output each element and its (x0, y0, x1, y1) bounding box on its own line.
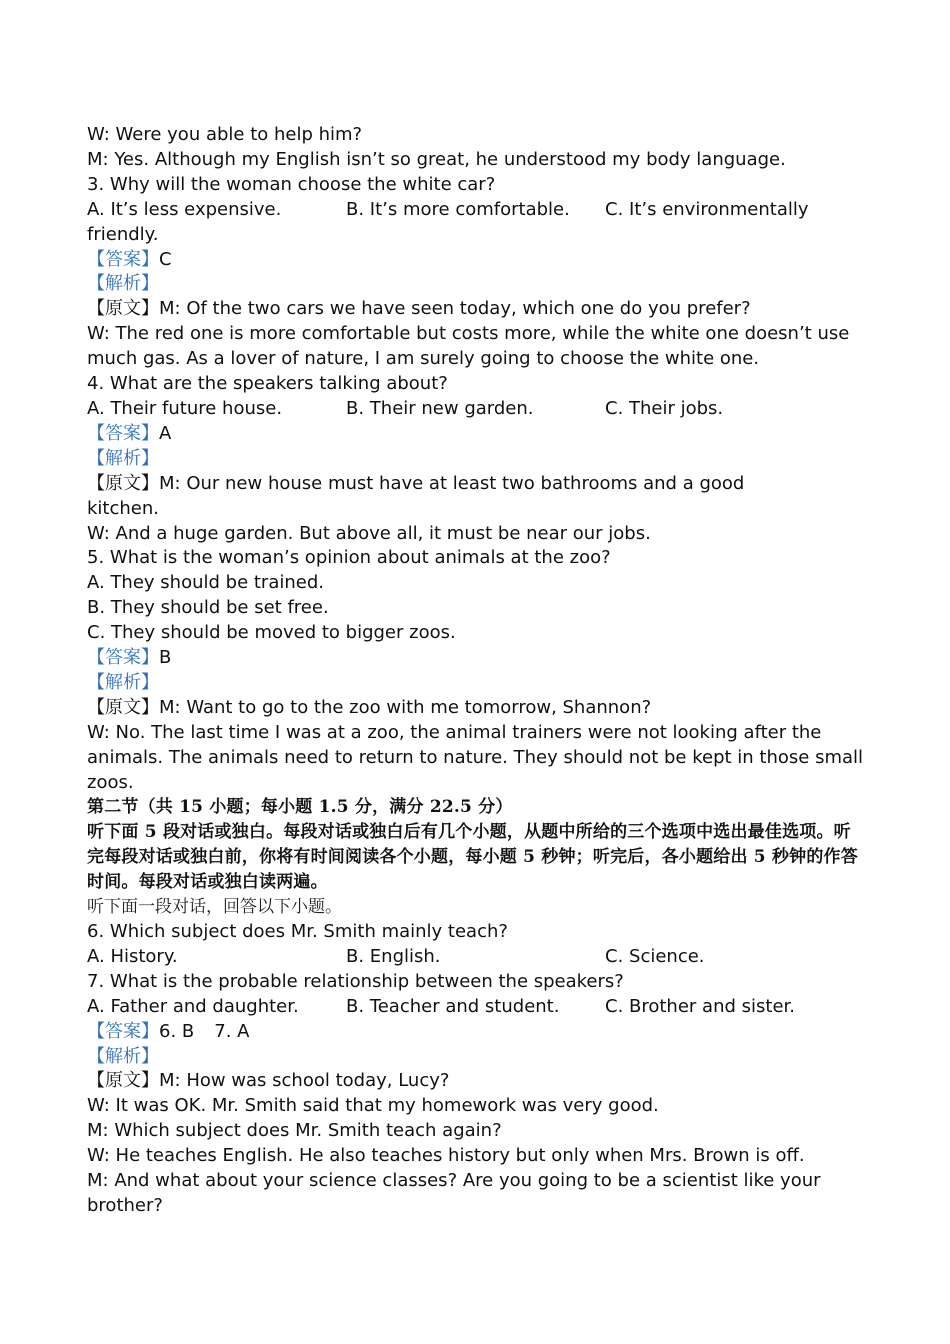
answer-tag: 【答案】 (87, 422, 159, 444)
option-b: B. They should be set free. (87, 597, 329, 619)
transcript-line: W: And a huge garden. But above all, it must be near our jobs. (87, 522, 651, 544)
option-a: A. History. (87, 945, 178, 967)
analysis-line (87, 272, 867, 297)
option-b: B. Their new garden. (346, 397, 534, 419)
analysis-tag: 【解析】 (87, 671, 159, 693)
option-a: A. It’s less expensive. (87, 198, 282, 220)
transcript-line: M: And what about your science classes? Are you going to be a scientist like your brother? (87, 1170, 821, 1216)
question-6: 6. Which subject does Mr. Smith mainly teach? (87, 921, 508, 942)
transcript-line: M: Yes. Although my English isn’t so great, he understood my body language. (87, 148, 786, 170)
section-instructions: 听下面 5 段对话或独白。每段对话或独白后有几个小题，从题中所给的三个选项中选出最佳选项。听完每段对话或独白前，你将有时间阅读各个小题，每小题 5 秒钟；听完后，各小题给出 5 秒钟的作答时间。每段对话或独白读两遍。 (87, 822, 858, 893)
option-c: C. It’s environmentally friendly. (87, 198, 809, 245)
option-c: C. Brother and sister. (605, 995, 795, 1017)
analysis-tag: 【解析】 (87, 273, 159, 295)
original-tag: 【原文】 (87, 1070, 159, 1092)
section-title: 第二节（共 15 小题；每小题 1.5 分，满分 22.5 分） (87, 797, 513, 818)
answer-tag: 【答案】 (87, 248, 159, 270)
answer-value: B (159, 647, 172, 669)
answer-line (87, 1020, 867, 1045)
option-a: A. Their future house. (87, 397, 283, 419)
transcript-line: 【原文】M: Want to go to the zoo with me tomorrow, Shannon? (87, 696, 652, 718)
question-5: 5. What is the woman’s opinion about animals at the zoo? (87, 547, 611, 569)
option-b: B. English. (346, 945, 441, 967)
q3-options (87, 198, 867, 248)
question-3: 3. Why will the woman choose the white car? (87, 173, 496, 195)
q6-options (87, 945, 867, 970)
transcript-line: W: No. The last time I was at a zoo, the animal trainers were not looking after the animals. The animals need to return to nature. They should not be kept in those small zoos. (87, 721, 864, 793)
option-b: B. It’s more comfortable. (346, 198, 570, 220)
transcript-line: W: It was OK. Mr. Smith said that my homework was very good. (87, 1095, 659, 1117)
transcript-line: W: He teaches English. He also teaches history but only when Mrs. Brown is off. (87, 1145, 805, 1167)
original-tag: 【原文】 (87, 298, 159, 320)
answer-value: A (159, 422, 172, 444)
original-tag: 【原文】 (87, 472, 159, 494)
option-a: A. They should be trained. (87, 572, 324, 594)
analysis-tag: 【解析】 (87, 447, 159, 469)
option-c: C. Their jobs. (605, 397, 724, 419)
analysis-tag: 【解析】 (87, 1045, 159, 1067)
answer-line (87, 646, 867, 671)
question-7: 7. What is the probable relationship between the speakers? (87, 970, 624, 992)
original-tag: 【原文】 (87, 696, 159, 718)
listen-prompt: 听下面一段对话，回答以下小题。 (87, 897, 342, 918)
answer-line (87, 422, 867, 447)
answer-line (87, 248, 867, 273)
document-page (87, 123, 867, 1219)
answer-tag: 【答案】 (87, 647, 159, 669)
answer-value-7: 7. A (214, 1020, 250, 1042)
analysis-line (87, 1045, 867, 1070)
option-b: B. Teacher and student. (346, 995, 560, 1017)
transcript-line: W: Were you able to help him? (87, 124, 363, 145)
question-4: 4. What are the speakers talking about? (87, 373, 448, 395)
transcript-line: 【原文】M: Our new house must have at least two bathrooms and a good kitchen. (87, 472, 745, 519)
transcript-line: M: Which subject does Mr. Smith teach again? (87, 1120, 502, 1142)
q7-options (87, 995, 867, 1020)
option-c: C. They should be moved to bigger zoos. (87, 622, 456, 644)
transcript-line: 【原文】M: Of the two cars we have seen today, which one do you prefer? (87, 298, 751, 320)
answer-value: C (159, 248, 172, 270)
q4-options (87, 397, 867, 422)
transcript-line: 【原文】M: How was school today, Lucy? (87, 1070, 450, 1092)
option-a: A. Father and daughter. (87, 995, 299, 1017)
answer-value-6: 6. B (159, 1020, 195, 1042)
answer-tag: 【答案】 (87, 1020, 159, 1042)
option-c: C. Science. (605, 945, 705, 967)
analysis-line (87, 447, 867, 472)
analysis-line (87, 671, 867, 696)
transcript-line: W: The red one is more comfortable but costs more, while the white one doesn’t use much gas. As a lover of nature, I am surely going to choose the white one. (87, 323, 850, 370)
